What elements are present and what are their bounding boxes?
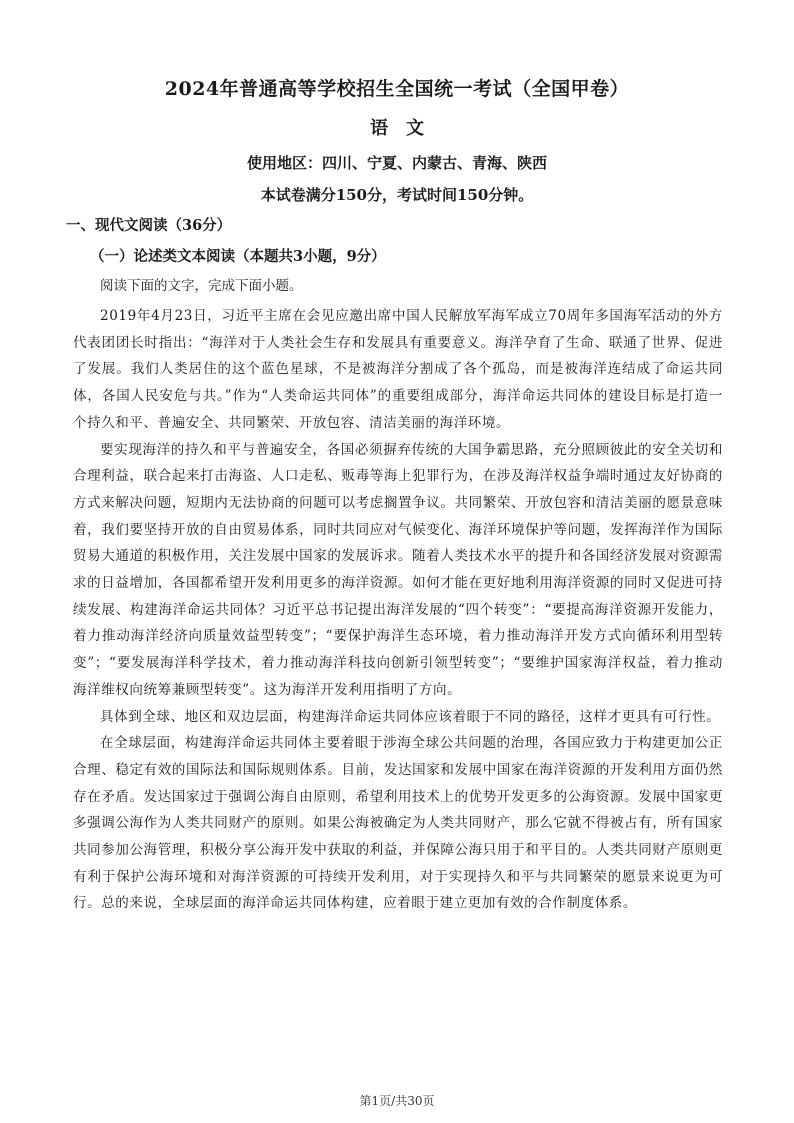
- reading-passage: [73, 303, 723, 917]
- passage-paragraph: 在全球层面，构建海洋命运共同体主要着眼于涉海全球公共问题的治理，各国应致力于构建更加公正合理、稳定有效的国际法和国际规则体系。目前，发达国家和发展中国家在海洋资源的开发利用方面仍然存在矛盾。发达国家过于强调公海自由原则，希望利用技术上的优势开发更多的公海资源。发展中国家更多强调公海作为人类共同财产的原则。如果公海被确定为人类共同财产，那么它就不得被占有，所有国家共同参加公海管理，积极分享公海开发中获取的利益，并保障公海只用于和平目的。人类共同财产原则更有利于保护公海环境和对海洋资源的可持续开发利用，对于实现持久和平与共同繁荣的愿景来说更为可行。总的来说，全球层面的海洋命运共同体构建，应着眼于建立更加有效的合作制度体系。: [73, 735, 723, 912]
- reading-instruction: 阅读下面的文字，完成下面小题。: [100, 278, 303, 294]
- subsection-heading: （一）论述类文本阅读（本题共3小题，9分）: [90, 248, 386, 265]
- score-and-time: 本试卷满分150分，考试时间150分钟。: [260, 186, 534, 204]
- subject-title: 语 文: [370, 118, 424, 139]
- passage-paragraph: 2019年4月23日，习近平主席在会见应邀出席中国人民解放军海军成立70周年多国海军活动的外方代表团团长时指出：“海洋对于人类社会生存和发展具有重要意义。海洋孕育了生命、联通了世界、促进了发展。我们人类居住的这个蓝色星球，不是被海洋分割成了各个孤岛，而是被海洋连结成了命运共同体，各国人民安危与共。”作为“人类命运共同体”的重要组成部分，海洋命运共同体的建设目标是打造一个持久和平、普遍安全、共同繁荣、开放包容、清洁美丽的海洋环境。: [73, 308, 723, 431]
- passage-paragraph: 具体到全球、地区和双边层面，构建海洋命运共同体应该着眼于不同的路径，这样才更具有可行性。: [100, 708, 721, 725]
- exam-title: 2024年普通高等学校招生全国统一考试（全国甲卷）: [164, 78, 630, 100]
- usage-region: 使用地区：四川、宁夏、内蒙古、青海、陕西: [246, 154, 547, 172]
- passage-paragraph: 要实现海洋的持久和平与普遍安全，各国必须摒弃传统的大国争霸思路，充分照顾彼此的安全关切和合理利益，联合起来打击海盗、人口走私、贩毒等海上犯罪行为，在涉及海洋权益争端时通过友好协商的方式来解决问题，短期内无法协商的问题可以考虑搁置争议。共同繁荣、开放包容和清洁美丽的愿景意味着，我们要坚持开放的自由贸易体系，同时共同应对气候变化、海洋环境保护等问题，发挥海洋作为国际贸易大通道的积极作用，关注发展中国家的发展诉求。随着人类技术水平的提升和各国经济发展对资源需求的日益增加，各国都希望开发利用更多的海洋资源。如何才能在更好地利用海洋资源的同时又促进可持续发展、构建海洋命运共同体？习近平总书记提出海洋发展的“四个转变”：“要提高海洋资源开发能力，着力推动海洋经济向质量效益型转变”；“要保护海洋生态环境，着力推动海洋开发方式向循环利用型转变”；“要发展海洋科学技术，着力推动海洋科技向创新引领型转变”；“要维护国家海洋权益，着力推动海洋维权向统筹兼顾型转变”。这为海洋开发利用指明了方向。: [73, 441, 723, 698]
- section-heading: 一、现代文阅读（36分）: [66, 217, 232, 234]
- page-number: 第1页/共30页: [359, 1094, 435, 1108]
